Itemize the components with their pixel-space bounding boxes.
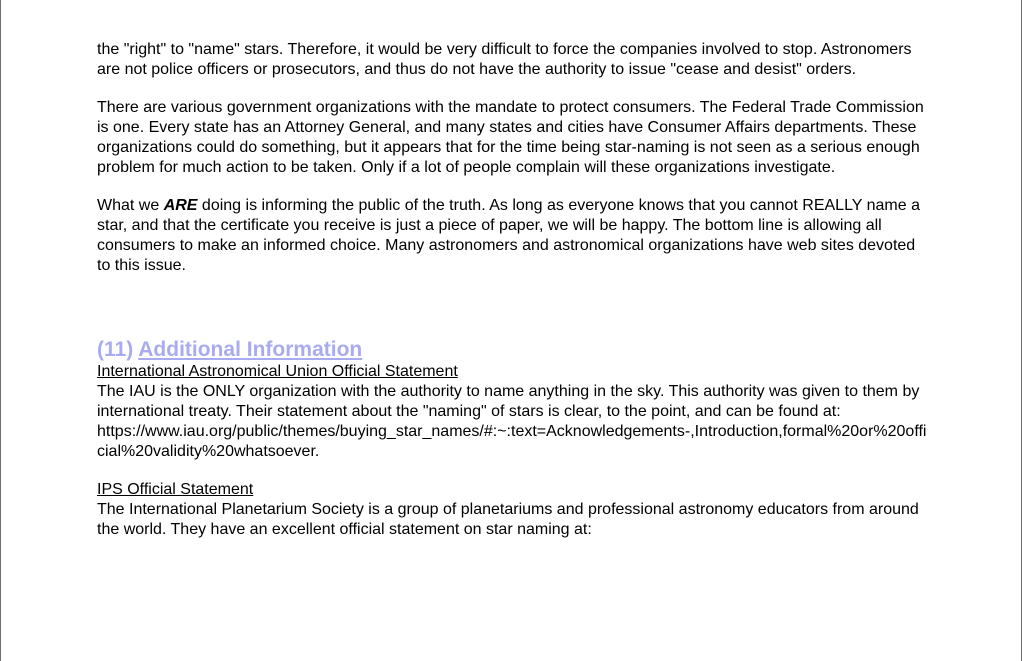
paragraph-authority: the "right" to "name" stars. Therefore, it would be very difficult to force the companies involved to stop. Astronomers are not police officers or prosecutors, and thus do not have the authority to issue "cease and desist" orders.	[97, 41, 912, 78]
section-heading	[97, 338, 927, 362]
paragraph-gap	[97, 178, 927, 196]
section-title-link[interactable]: Additional Information	[138, 338, 363, 361]
document-body	[97, 40, 927, 540]
paragraph-gap	[97, 462, 927, 480]
paragraph-informing-rest: doing is informing the public of the truth. As long as everyone knows that you cannot REALLY name a star, and that the certificate you receive is just a piece of paper, we will be happy. The bottom line is allowing all consumers to make an informed choice. Many astronomers and astronomical organizations have web sites devoted to this issue.	[97, 197, 920, 274]
ips-subheading: IPS Official Statement	[97, 481, 254, 498]
paragraph-gap	[97, 80, 927, 98]
iau-paragraph: The IAU is the ONLY organization with the authority to name anything in the sky. This authority was given to them by international treaty. Their statement about the "naming" of stars is clear, to the point, and can be found at:	[97, 383, 920, 420]
section-gap	[97, 276, 927, 338]
paragraph-government: There are various government organizations with the mandate to protect consumers. The Federal Trade Commission is one. Every state has an Attorney General, and many states and cities have Consumer Affairs departments. These organizations could do something, but it appears that for the time being star-naming is not seen as a serious enough problem for much action to be taken. Only if a lot of people complain will these organizations investigate.	[97, 99, 924, 176]
iau-subheading: International Astronomical Union Official Statement	[97, 363, 458, 380]
section-number: (11)	[97, 338, 134, 361]
emphasis-are: ARE	[163, 197, 198, 214]
paragraph-informing-start: What we	[97, 197, 164, 214]
paragraph-informing	[97, 196, 927, 276]
ips-paragraph: The International Planetarium Society is a group of planetariums and professional astronomy educators from around the world. They have an excellent official statement on star naming at:	[97, 501, 919, 538]
iau-url-link[interactable]: https://www.iau.org/public/themes/buying_star_names/#:~:text=Acknowledgements-,Introduction,formal%20or%20official%20validity%20whatsoever.	[97, 423, 927, 460]
